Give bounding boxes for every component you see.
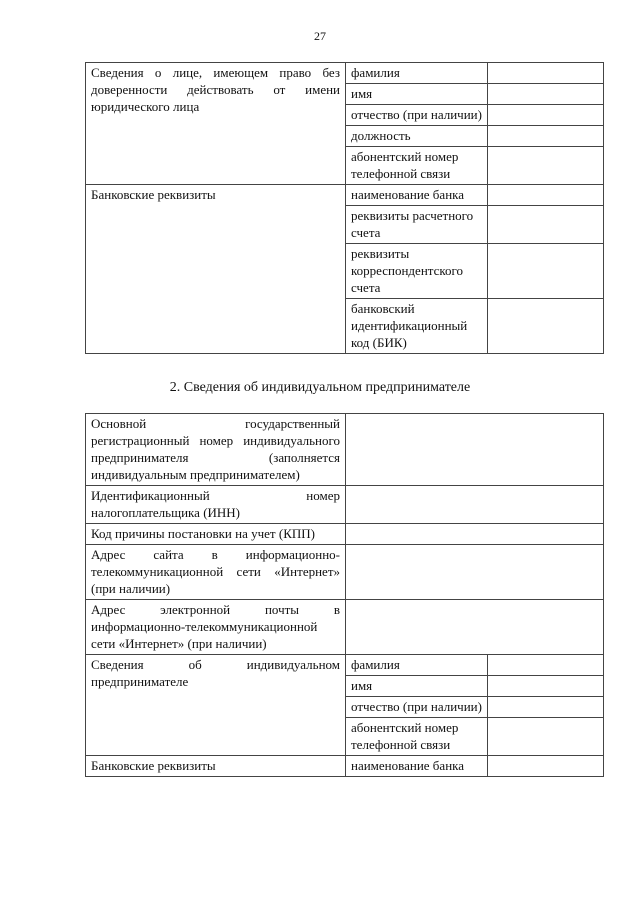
row-label: Адрес сайта в информационно-телекоммуникационной сети «Интернет» (при наличии) bbox=[86, 545, 346, 600]
field-value-cell[interactable] bbox=[346, 600, 604, 655]
section-title: 2. Сведения об индивидуальном предпринимателе bbox=[169, 380, 471, 395]
field-label: имя bbox=[346, 84, 488, 105]
field-value-cell[interactable] bbox=[488, 185, 604, 206]
field-value-cell[interactable] bbox=[488, 299, 604, 354]
field-value-cell[interactable] bbox=[346, 545, 604, 600]
field-value-cell[interactable] bbox=[346, 524, 604, 545]
field-value-cell[interactable] bbox=[346, 486, 604, 524]
field-label: реквизиты расчетного счета bbox=[346, 206, 488, 244]
field-value-cell[interactable] bbox=[488, 105, 604, 126]
field-label: отчество (при наличии) bbox=[346, 105, 488, 126]
field-label: наименование банка bbox=[346, 756, 488, 777]
legal-entity-form-table bbox=[85, 62, 604, 354]
field-label: фамилия bbox=[346, 655, 488, 676]
field-value-cell[interactable] bbox=[488, 84, 604, 105]
sole-proprietor-form-table bbox=[85, 413, 604, 777]
field-value-cell[interactable] bbox=[346, 414, 604, 486]
field-label: должность bbox=[346, 126, 488, 147]
field-value-cell[interactable] bbox=[488, 697, 604, 718]
table-row bbox=[86, 655, 604, 676]
row-label: Код причины постановки на учет (КПП) bbox=[86, 524, 346, 545]
table-row bbox=[86, 414, 604, 486]
field-value-cell[interactable] bbox=[488, 147, 604, 185]
field-label: фамилия bbox=[346, 63, 488, 84]
table-row bbox=[86, 185, 604, 206]
field-value-cell[interactable] bbox=[488, 126, 604, 147]
field-label: абонентский номер телефонной связи bbox=[346, 147, 488, 185]
field-value-cell[interactable] bbox=[488, 676, 604, 697]
row-label: Идентификационный номер налогоплательщика (ИНН) bbox=[86, 486, 346, 524]
field-value-cell[interactable] bbox=[488, 655, 604, 676]
field-label: реквизиты корреспондентского счета bbox=[346, 244, 488, 299]
table-row bbox=[86, 63, 604, 84]
field-label: абонентский номер телефонной связи bbox=[346, 718, 488, 756]
row-label: Основной государственный регистрационный номер индивидуального предпринимателя (заполняется индивидуальным предпринимателем) bbox=[86, 414, 346, 486]
group-label: Банковские реквизиты bbox=[86, 756, 346, 777]
page-number: 27 bbox=[314, 29, 326, 43]
row-label: Адрес электронной почты в информационно-телекоммуникационной сети «Интернет» (при наличии) bbox=[86, 600, 346, 655]
field-value-cell[interactable] bbox=[488, 244, 604, 299]
table-row bbox=[86, 600, 604, 655]
table-row bbox=[86, 545, 604, 600]
field-label: отчество (при наличии) bbox=[346, 697, 488, 718]
table-row bbox=[86, 756, 604, 777]
field-value-cell[interactable] bbox=[488, 718, 604, 756]
table-row bbox=[86, 486, 604, 524]
field-value-cell[interactable] bbox=[488, 756, 604, 777]
field-label: наименование банка bbox=[346, 185, 488, 206]
field-label: банковский идентификационный код (БИК) bbox=[346, 299, 488, 354]
group-label: Сведения о лице, имеющем право без доверенности действовать от имени юридического лица bbox=[86, 63, 346, 185]
group-label: Банковские реквизиты bbox=[86, 185, 346, 354]
field-value-cell[interactable] bbox=[488, 206, 604, 244]
table-row bbox=[86, 524, 604, 545]
field-label: имя bbox=[346, 676, 488, 697]
group-label: Сведения об индивидуальном предпринимателе bbox=[86, 655, 346, 756]
field-value-cell[interactable] bbox=[488, 63, 604, 84]
